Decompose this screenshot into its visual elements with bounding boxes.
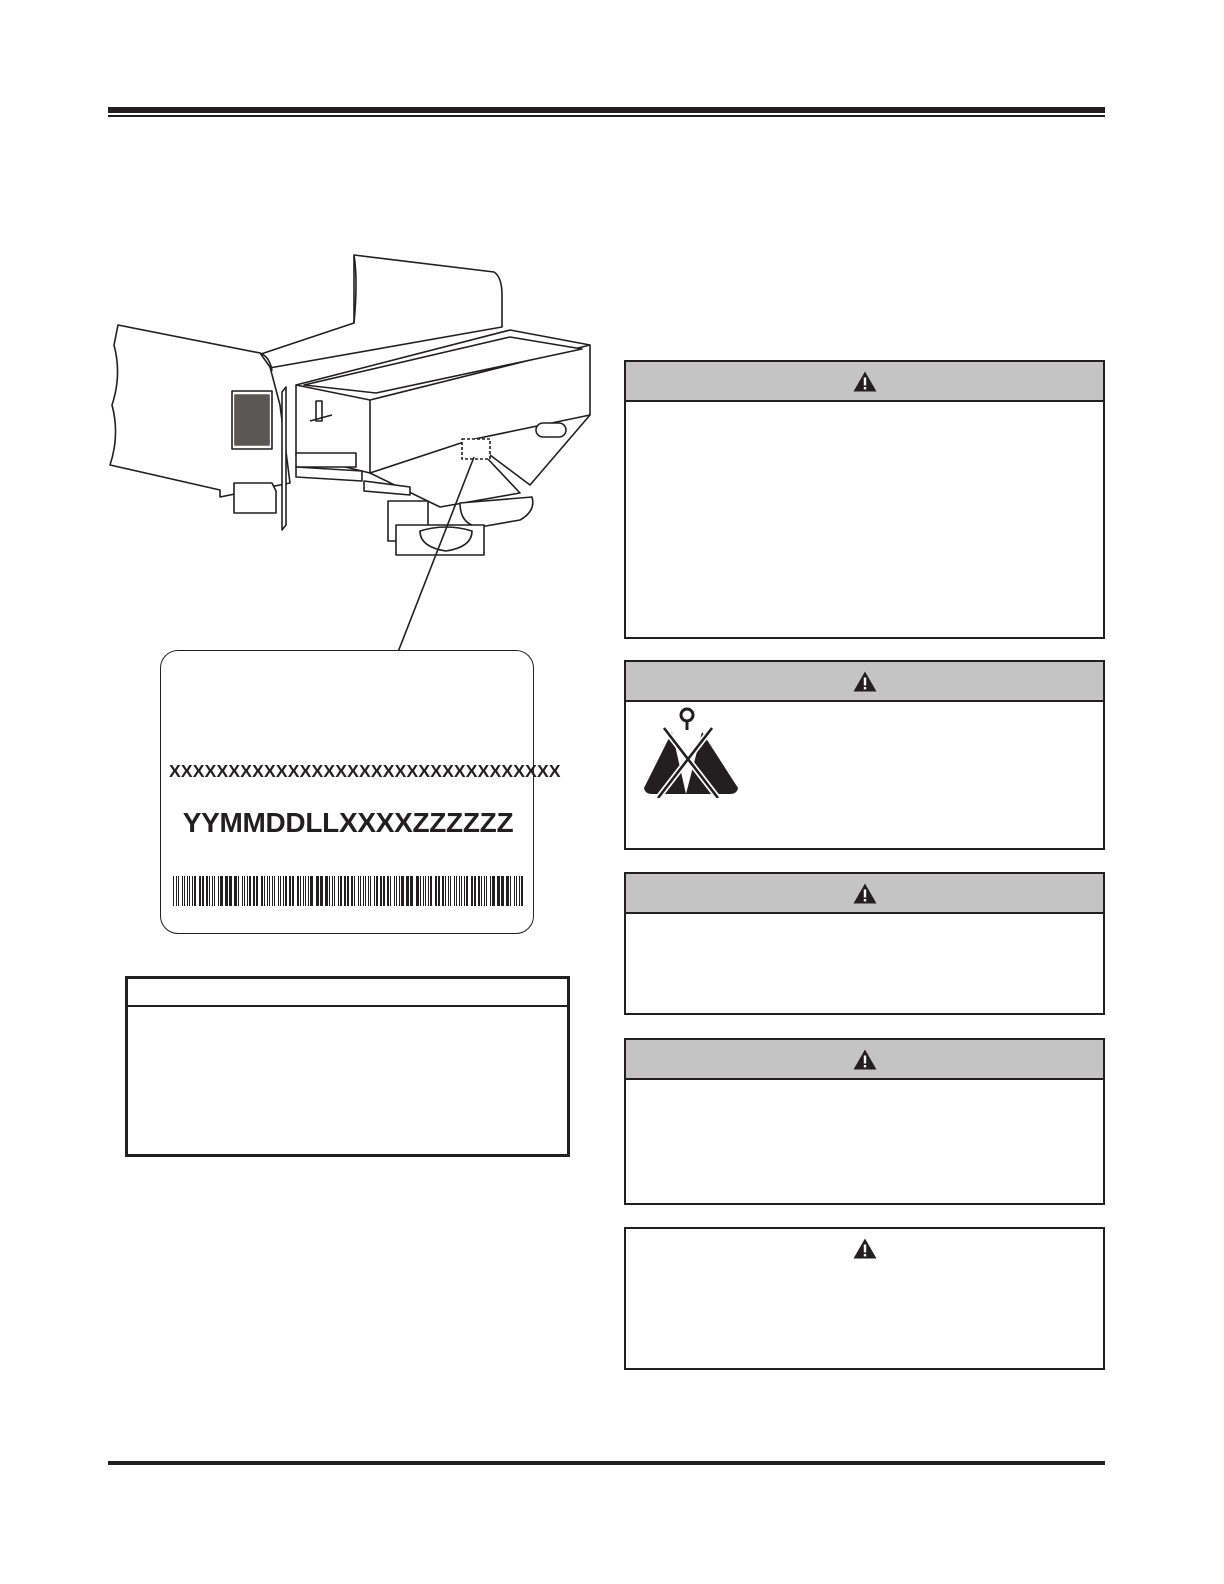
barcode-bar — [450, 876, 451, 906]
barcode-bar — [242, 876, 243, 906]
barcode-bar — [303, 876, 304, 906]
barcode-bar — [305, 876, 306, 906]
serial-number: YYMMDDLLXXXXZZZZZZ — [182, 807, 514, 838]
barcode-bar — [264, 876, 265, 906]
barcode-bar — [360, 876, 361, 906]
barcode-bar — [192, 876, 193, 906]
barcode-bar — [344, 876, 346, 906]
barcode-bar — [220, 876, 223, 906]
barcode-bar — [320, 876, 323, 906]
warning-header — [626, 1040, 1103, 1080]
barcode-bar — [297, 876, 299, 906]
warning-triangle-icon — [853, 1238, 877, 1259]
warning-box-2 — [624, 660, 1105, 850]
barcode-bar — [261, 876, 263, 906]
warning-triangle-icon — [853, 371, 877, 392]
barcode-bar — [247, 876, 248, 906]
barcode-bar — [199, 876, 201, 906]
barcode-bar — [187, 876, 188, 906]
barcode-bar — [416, 876, 419, 906]
barcode-bar — [354, 876, 355, 906]
notice-box — [125, 976, 570, 1157]
barcode-bar — [406, 876, 409, 906]
barcode-bar — [225, 876, 228, 906]
barcode-bar — [351, 876, 353, 906]
barcode-bar — [438, 876, 440, 906]
warning-header — [626, 662, 1103, 702]
barcode-bar — [435, 876, 437, 906]
barcode-bar — [325, 876, 328, 906]
barcode-bar — [249, 876, 251, 906]
warning-box-4 — [624, 1038, 1105, 1205]
barcode-bar — [410, 876, 413, 906]
barcode-bar — [300, 876, 301, 906]
barcode-bar — [316, 876, 319, 906]
barcode-bar — [370, 876, 371, 906]
barcode-bar — [176, 876, 177, 906]
barcode-bar — [310, 876, 313, 906]
barcode-bar — [396, 876, 397, 906]
barcode-bar — [374, 876, 375, 906]
barcode-bar — [206, 876, 208, 906]
barcode-bar — [285, 876, 287, 906]
barcode-bar — [194, 876, 196, 906]
barcode-bar — [189, 876, 190, 906]
header-rule-thin — [108, 115, 1105, 117]
lifting-hazard-icon — [642, 706, 750, 798]
barcode-bar — [510, 876, 511, 906]
barcode-bar — [401, 876, 404, 906]
barcode-bar — [332, 876, 333, 906]
barcode-bar — [423, 876, 424, 906]
barcode-bar — [445, 876, 446, 906]
barcode-bar — [363, 876, 364, 906]
barcode-bar — [459, 876, 460, 906]
barcode-bar — [506, 876, 509, 906]
barcode-bar — [394, 876, 395, 906]
barcode-bar — [234, 876, 237, 906]
notice-header — [128, 979, 567, 1007]
barcode-bar — [519, 876, 520, 906]
barcode-bar — [340, 876, 342, 906]
barcode-bar — [308, 876, 309, 906]
barcode-bar — [448, 876, 449, 906]
barcode-bar — [338, 876, 339, 906]
barcode-bar — [521, 876, 523, 906]
barcode-bar — [256, 876, 258, 906]
barcode-bar — [471, 876, 473, 906]
barcode-bar — [272, 876, 273, 906]
barcode-bar — [420, 876, 421, 906]
barcode-bar — [474, 876, 476, 906]
barcode-bar — [212, 876, 213, 906]
barcode-bar — [478, 876, 480, 906]
barcode-bar — [484, 876, 485, 906]
barcode-bar — [376, 876, 378, 906]
barcode-bar — [365, 876, 366, 906]
barcode-bar — [289, 876, 291, 906]
barcode-bar — [244, 876, 245, 906]
barcode-bar — [516, 876, 517, 906]
barcode-bar — [278, 876, 279, 906]
barcode — [173, 876, 525, 906]
warning-triangle-icon — [853, 1049, 877, 1070]
model-code: XXXXXXXXXXXXXXXXXXXXXXXXXXXXXXXXX — [169, 761, 561, 781]
barcode-bar — [202, 876, 204, 906]
barcode-bar — [274, 876, 275, 906]
barcode-bar — [461, 876, 462, 906]
barcode-bar — [492, 876, 495, 906]
barcode-bar — [490, 876, 491, 906]
barcode-bar — [292, 876, 294, 906]
header-rule-thick — [108, 107, 1105, 113]
barcode-bar — [178, 876, 179, 906]
warning-triangle-icon — [853, 883, 877, 904]
barcode-bar — [390, 876, 391, 906]
barcode-bar — [267, 876, 268, 906]
barcode-bar — [209, 876, 210, 906]
caution-header — [626, 1229, 1103, 1267]
warning-header — [626, 874, 1103, 914]
serial-number-label — [160, 650, 561, 934]
barcode-bar — [387, 876, 389, 906]
barcode-bar — [358, 876, 359, 906]
barcode-bar — [269, 876, 270, 906]
barcode-bar — [466, 876, 468, 906]
warning-box-3 — [624, 872, 1105, 1015]
barcode-bar — [182, 876, 183, 906]
barcode-bar — [238, 876, 239, 906]
barcode-bar — [464, 876, 465, 906]
barcode-bar — [184, 876, 185, 906]
warning-box-1 — [624, 360, 1105, 639]
barcode-bar — [380, 876, 382, 906]
caution-box — [624, 1227, 1105, 1370]
barcode-bar — [501, 876, 504, 906]
barcode-bar — [456, 876, 457, 906]
barcode-bar — [329, 876, 330, 906]
warning-header — [626, 362, 1103, 402]
spreader-illustration — [100, 235, 620, 665]
barcode-bar — [383, 876, 385, 906]
barcode-bar — [173, 876, 174, 906]
barcode-bar — [430, 876, 432, 906]
warning-triangle-icon — [853, 671, 877, 692]
barcode-bar — [399, 876, 400, 906]
barcode-bar — [253, 876, 255, 906]
barcode-bar — [486, 876, 487, 906]
barcode-bar — [229, 876, 232, 906]
barcode-bar — [497, 876, 500, 906]
barcode-bar — [218, 876, 219, 906]
barcode-bar — [425, 876, 426, 906]
barcode-bar — [283, 876, 284, 906]
barcode-bar — [347, 876, 349, 906]
barcode-bar — [481, 876, 482, 906]
barcode-bar — [214, 876, 215, 906]
footer-rule — [108, 1461, 1105, 1465]
barcode-bar — [514, 876, 515, 906]
barcode-bar — [454, 876, 455, 906]
barcode-bar — [442, 876, 444, 906]
barcode-bar — [428, 876, 429, 906]
barcode-bar — [368, 876, 369, 906]
barcode-bar — [280, 876, 281, 906]
barcode-bar — [334, 876, 335, 906]
